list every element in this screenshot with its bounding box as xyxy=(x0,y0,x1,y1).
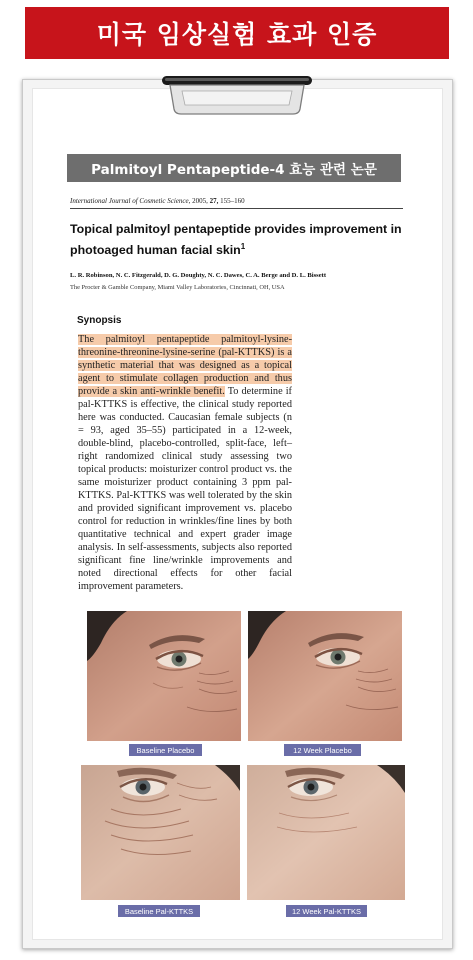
header-tag xyxy=(67,154,401,182)
header-tag-text: Palmitoyl Pentapeptide-4 효능 관련 논문 xyxy=(91,162,377,178)
banner-text: 미국 임상실험 효과 인증 xyxy=(96,20,378,49)
face-photo-12week-placebo xyxy=(248,611,402,741)
journal-name: International Journal of Cosmetic Science, xyxy=(70,197,191,205)
journal-volume: 27, xyxy=(209,197,219,205)
synopsis-highlighted-text: The palmitoyl pentapeptide palmitoyl-lysine-threonine-threonine-lysine-serine (pal-KTTKS) is a synthetic material that was designed as a topical agent to stimulate collagen production and thus provide a skin anti-wrinkle benefit. xyxy=(78,334,292,397)
header-rule xyxy=(70,208,403,209)
face-photo-12week-palkttks xyxy=(247,765,405,900)
title-footnote-ref: 1 xyxy=(240,242,246,251)
paper-authors: L. R. Robinson, N. C. Fitzgerald, D. G. Doughty, N. C. Dawes, C. A. Berge and D. L. Bissett xyxy=(70,272,327,279)
photo-caption: Baseline Pal-KTTKS xyxy=(118,905,200,917)
paper-title xyxy=(70,220,410,259)
photo-caption: 12 Week Placebo xyxy=(284,744,361,756)
synopsis-body xyxy=(78,333,292,593)
photo-caption: 12 Week Pal-KTTKS xyxy=(286,905,367,917)
paper-title-text: Topical palmitoyl pentapeptide provides improvement in photoaged human facial skin xyxy=(70,222,402,258)
journal-year: 2005, xyxy=(192,197,208,205)
synopsis-text: To determine if pal-KTTKS is effective, the clinical study reported here was conducted. Caucasian female subjects (n = 93, aged 35–55) participated in a 12-week, double-blind, placebo-controlled, split-face, left–right randomized clinical study assessing two topical products: moisturizer control product vs. the same moisturizer product containing 3 ppm pal-KTTKS. Pal-KTTKS was well tolerated by the skin and provided significant improvement vs. placebo control for reduction in wrinkles/fine lines by both quantitative technical and expert grader image analysis. In self-assessments, subjects also reported significant fine line/wrinkle improvements and noted directional effects for other facial improvement parameters. xyxy=(78,386,292,592)
paper-affiliation: The Procter & Gamble Company, Miami Valley Laboratories, Cincinnati, OH, USA xyxy=(70,284,285,291)
synopsis-heading: Synopsis xyxy=(77,315,122,326)
face-photo-baseline-palkttks xyxy=(81,765,240,900)
top-banner xyxy=(25,7,449,59)
photo-caption: Baseline Placebo xyxy=(129,744,202,756)
journal-citation xyxy=(70,197,404,205)
face-photo-baseline-placebo xyxy=(87,611,241,741)
journal-pages: 155–160 xyxy=(220,197,245,205)
binder-clip-icon xyxy=(156,73,318,117)
